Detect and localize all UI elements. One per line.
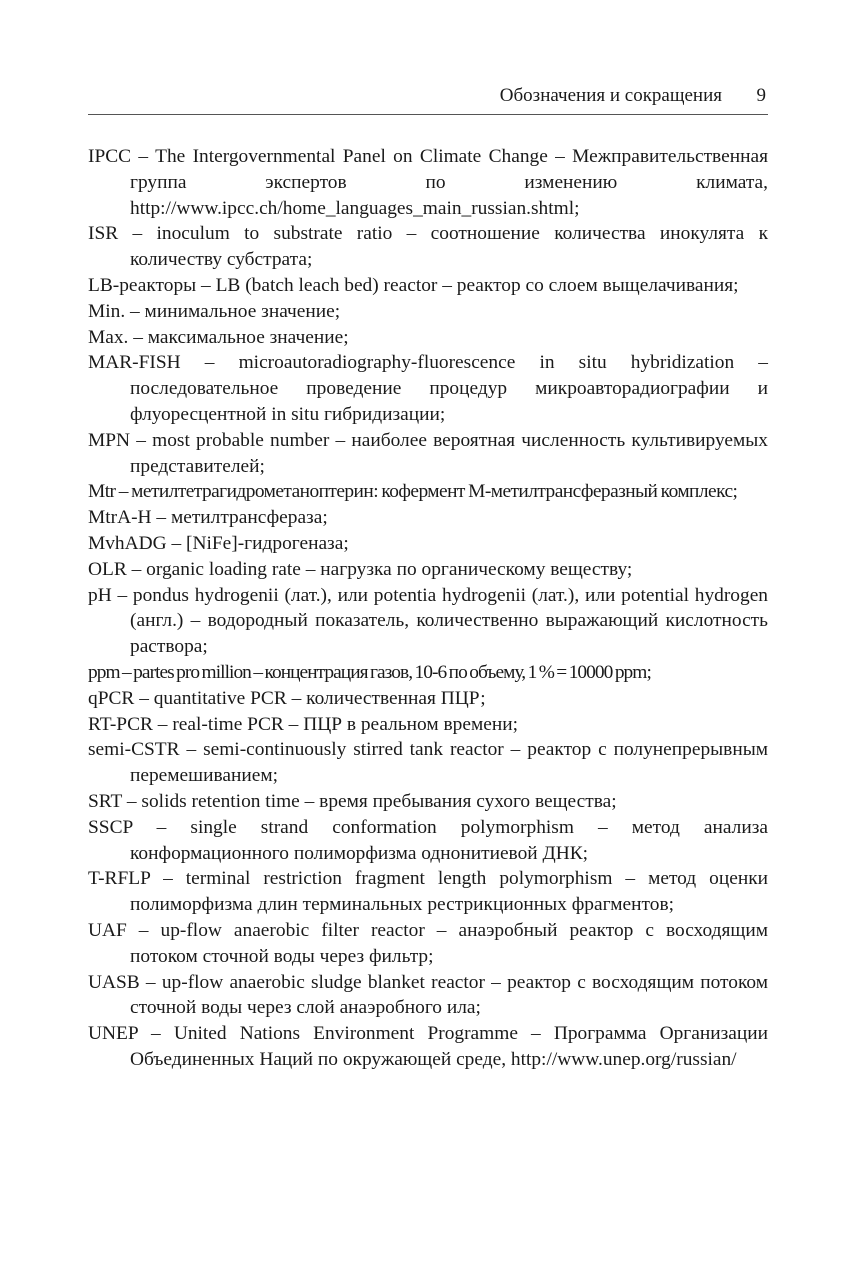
page-number: 9 (756, 85, 766, 106)
entry-ph: pH – pondus hydrogenii (лат.), или potentia hydrogenii (лат.), или potential hydrogen (англ.) – водородный показатель, количественно выражающий кислотность раствора; (88, 584, 768, 658)
entry-srt: SRT – solids retention time – время пребывания сухого вещества; (88, 790, 617, 812)
entry-olr: OLR – organic loading rate – нагрузка по органическому веществу; (88, 558, 633, 580)
header-title: Обозначения и сокращения (499, 85, 722, 106)
entry-mtra-h: MtrA-H – метилтрансфераза; (88, 507, 328, 529)
entry-max: Max. – максимальное значение; (88, 326, 349, 348)
entry-min: Min. – минимальное значение; (88, 300, 341, 322)
entry-rt-pcr: RT-PCR – real-time PCR – ПЦР в реальном времени; (88, 713, 518, 735)
entry-mar-fish: MAR-FISH – microautoradiography-fluorescence in situ hybridization – последовательное проведение процедур микроавторадиографии и флуоресцентной in situ гибридизации; (88, 352, 768, 425)
entry-ppm: ppm – partes pro million – концентрация газов, 10-6 по объему, 1 % = 10000 ppm; (88, 661, 651, 683)
entry-qpcr: qPCR – quantitative PCR – количественная ПЦР; (88, 687, 486, 709)
entry-uasb: UASB – up-flow anaerobic sludge blanket reactor – реактор с восходящим потоком сточной воды через слой анаэробного ила; (88, 971, 768, 1019)
entry-mtr: Mtr – метилтетрагидрометаноптерин: кофермент M-метилтрансферазный комплекс; (88, 481, 738, 503)
entry-ipcc: IPCC – The Intergovernmental Panel on Climate Change – Межправительственная группа экспертов по изменению климата, http://www.ipcc.ch/home_languages_main_russian.shtml; (88, 146, 768, 219)
entry-unep: UNEP – United Nations Environment Programme – Программа Организации Объединенных Наций по окружающей среде, http://www.unep.org/russian/ (88, 1023, 768, 1070)
abbreviation-list (88, 144, 768, 1073)
running-header (88, 84, 768, 115)
entry-isr: ISR – inoculum to substrate ratio – соотношение количества инокулята к количеству субстрата; (88, 223, 768, 271)
entry-mpn: MPN – most probable number – наиболее вероятная численность культивируемых представителей; (88, 429, 768, 477)
entry-mvhadg: MvhADG – [NiFe]-гидрогеназа; (88, 532, 349, 554)
entry-uaf: UAF – up-flow anaerobic filter reactor – анаэробный реактор с восходящим потоком сточной воды через фильтр; (88, 919, 768, 967)
entry-semi-cstr: semi-CSTR – semi-continuously stirred tank reactor – реактор с полунепрерывным перемешиванием; (88, 739, 768, 787)
entry-lb-reactors: LB-реакторы – LB (batch leach bed) reactor – реактор со слоем выщелачивания; (88, 274, 739, 296)
entry-t-rflp: T-RFLP – terminal restriction fragment length polymorphism – метод оценки полиморфизма длин терминальных рестрикционных фрагментов; (88, 868, 768, 916)
entry-sscp: SSCP – single strand conformation polymorphism – метод анализа конформационного полиморфизма однонитиевой ДНК; (88, 816, 768, 864)
